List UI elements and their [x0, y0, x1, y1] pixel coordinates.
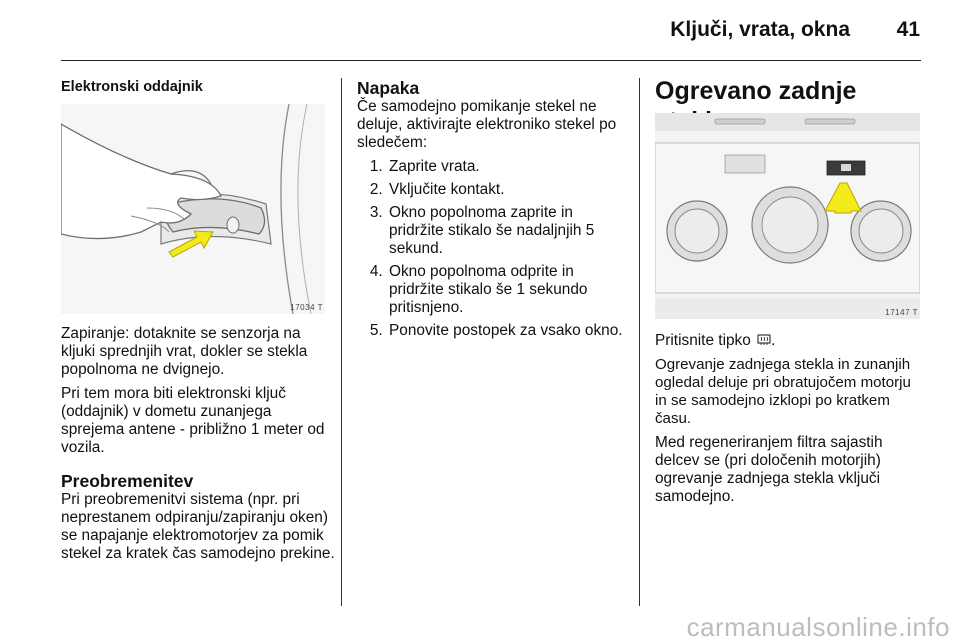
heading-fault: Napaka: [357, 78, 420, 98]
list-item: 5. Ponovite postopek za vsako okno.: [387, 322, 629, 340]
paragraph-key-range: Pri tem mora biti elektronski ključ (oddajnik) v dometu zunanjega sprejema antene - približno 1 meter od vozila.: [61, 385, 325, 456]
figure-code: 17034 T: [290, 303, 323, 312]
paragraph-regeneration: Med regeneriranjem filtra sajastih delcev se (pri določenih motorjih) ogrevanje zadnjega stekla vključi samodejno.: [655, 434, 883, 505]
page-number: 41: [896, 18, 920, 41]
figure-code: 17147 T: [885, 308, 918, 317]
section-title-electronic-transmitter: Elektronski oddajnik: [61, 79, 203, 95]
list-item: 4. Okno popolnoma odprite in pridržite stikalo še 1 sekundo pritisnjeno.: [387, 263, 629, 317]
watermark: carmanualsonline.info: [686, 612, 950, 642]
header-rule: [61, 60, 921, 61]
press-text: Pritisnite tipko: [655, 332, 751, 349]
paragraph-heater-operation: Ogrevanje zadnjega stekla in zunanjih ogledal deluje pri obratujočem motorju in se samodejno izklopi po kratkem času.: [655, 356, 911, 427]
column-divider-left: [341, 78, 342, 606]
list-item: 2. Vključite kontakt.: [387, 181, 629, 199]
paragraph-fault-intro: Če samodejno pomikanje stekel ne deluje, aktivirajte elektroniko stekel po sledečem:: [357, 98, 617, 151]
paragraph-locking: Zapiranje: dotaknite se senzorja na kljuki sprednjih vrat, dokler se stekla popolnoma ne dvignejo.: [61, 325, 308, 378]
left-column: [61, 78, 331, 96]
list-item: 3. Okno popolnoma zaprite in pridržite stikalo še nadaljnjih 5 sekund.: [387, 204, 629, 258]
heading-heated-rear-window: Ogrevano zadnje: [655, 77, 857, 105]
steps-list: [357, 158, 629, 340]
heading-overload: Preobremenitev: [61, 471, 194, 491]
column-divider-right: [639, 78, 640, 606]
climate-control-illustration: [655, 113, 920, 319]
door-handle-illustration: [61, 104, 325, 314]
page-header-title: Ključi, vrata, okna: [670, 18, 850, 41]
paragraph-press-button: [655, 332, 923, 350]
middle-column: [357, 78, 629, 345]
list-item: 1. Zaprite vrata.: [387, 158, 629, 176]
rear-window-heater-icon: [757, 334, 771, 346]
paragraph-overload: Pri preobremenitvi sistema (npr. pri neprestanem odpiranju/zapiranju oken) se napajanje elektromotorjev za pomik stekel za kratek čas samodejno prekine.: [61, 491, 335, 562]
press-end: .: [771, 332, 776, 349]
right-column-text: [655, 332, 923, 512]
left-column-text: [61, 325, 336, 569]
